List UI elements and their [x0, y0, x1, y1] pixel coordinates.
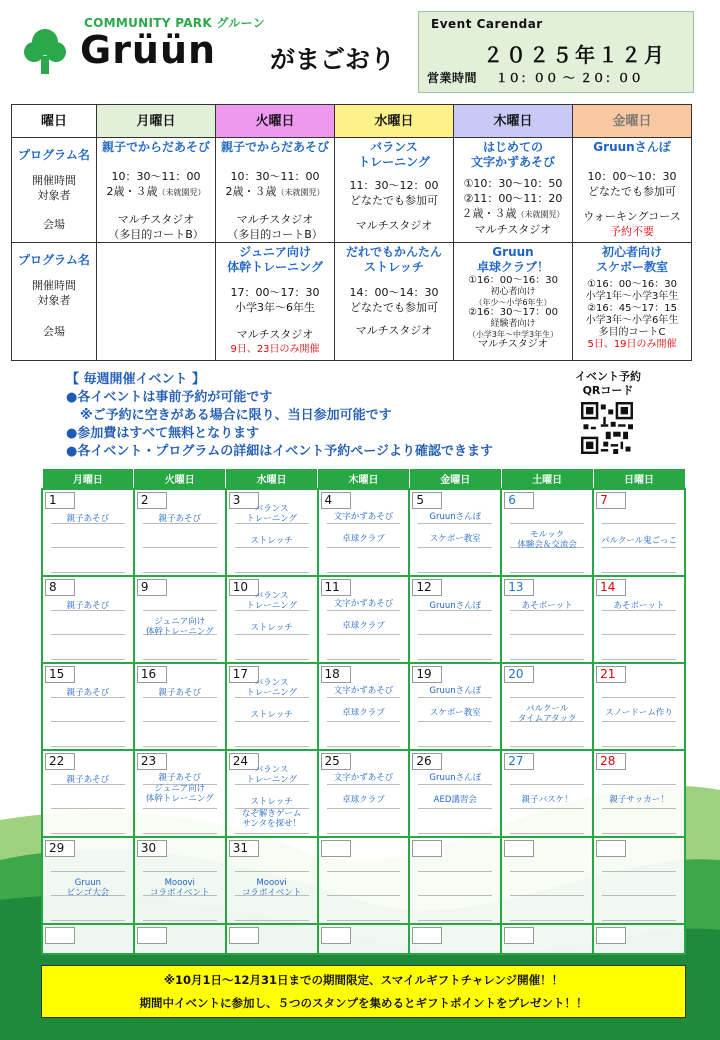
cell-line	[602, 746, 676, 747]
calendar-day-cell[interactable]	[409, 837, 501, 924]
cell-line	[51, 721, 125, 722]
cell-line	[327, 547, 401, 548]
day-number: 10	[229, 579, 259, 596]
calendar-day-cell[interactable]	[42, 750, 134, 837]
cell-line	[327, 610, 401, 611]
calendar-event[interactable]: 体幹トレーニング	[145, 793, 214, 804]
calendar-header-3: 木曜日	[318, 469, 410, 489]
cell-line	[327, 697, 401, 698]
cell-line	[235, 920, 309, 921]
prog-fri: Gruunさんぽ 10：00～10：30 どなたでも参加可 ウォーキングコース 予約不要	[573, 138, 692, 243]
calendar-header-6: 日曜日	[593, 469, 685, 489]
calendar-week	[42, 924, 685, 954]
calendar-day-cell[interactable]	[318, 750, 410, 837]
store-name: がまごおり	[270, 45, 396, 74]
prog-fri-2: 初心者向け スケボー教室 ①16：00～16：30 小学1年～小学3年生 ②16：45～17：15 小学3年～小学6年生 多目的コートC 5日、19日のみ開催	[573, 243, 692, 361]
day-number	[504, 927, 534, 944]
calendar-day-cell[interactable]	[134, 750, 226, 837]
calendar-event[interactable]: 文字かずあそび	[333, 511, 394, 522]
calendar-event[interactable]: 親子あそび	[158, 772, 202, 783]
day-number: 22	[45, 753, 75, 770]
calendar-day-cell[interactable]	[318, 576, 410, 663]
calendar-event[interactable]: 体幹トレーニング	[145, 626, 214, 637]
calendar-event[interactable]: バランス	[254, 590, 289, 601]
cell-line	[418, 659, 492, 660]
cell-line	[327, 523, 401, 524]
calendar-event[interactable]: トレーニング	[246, 513, 298, 524]
header	[0, 0, 720, 100]
day-number	[45, 927, 75, 944]
calendar-event[interactable]: サンタを探せ！	[242, 818, 301, 829]
cell-line	[602, 895, 676, 896]
calendar-day-cell[interactable]	[226, 576, 318, 663]
calendar-event[interactable]: 文字かずあそび	[333, 772, 394, 783]
calendar-event[interactable]: ストレッチ	[250, 535, 293, 546]
cell-line	[143, 808, 217, 809]
cell-line	[418, 833, 492, 834]
cell-line	[51, 659, 125, 660]
calendar-event[interactable]: 親子サッカー！	[609, 794, 669, 805]
calendar-event[interactable]: AED講習会	[433, 794, 477, 805]
cell-line	[327, 833, 401, 834]
day-number: 15	[45, 666, 75, 683]
day-number: 26	[412, 753, 442, 770]
prog-tue-2: ジュニア向け 体幹トレーニング 17：00～17：30 小学3年～6年生 マルチスタジオ 9日、23日のみ開催	[216, 243, 335, 361]
weekly-title: 【 毎週開催イベント 】	[66, 372, 206, 387]
day-number: 9	[137, 579, 167, 596]
calendar-event[interactable]: 親子あそび	[66, 513, 110, 524]
prog-mon: 親子でからだあそび 10：30～11：00 2歳・３歳（未就園児） マルチスタジオ （多目的コートB）	[97, 138, 216, 243]
calendar-day-cell[interactable]	[134, 924, 226, 954]
day-number	[596, 927, 626, 944]
calendar-week	[42, 837, 685, 924]
calendar-event[interactable]: あそボーット	[613, 600, 665, 611]
day-number: 13	[504, 579, 534, 596]
cell-line	[602, 808, 676, 809]
cell-line	[327, 895, 401, 896]
calendar-event[interactable]: 親子バスケ！	[521, 794, 573, 805]
cell-line	[235, 746, 309, 747]
prog-thu: はじめての 文字かずあそび ①10：30～10：50 ②11：00～11：20 ２歳・３歳（未就園児） マルチスタジオ	[454, 138, 573, 243]
calendar-week	[42, 576, 685, 663]
calendar-event[interactable]: タイムアタック	[517, 713, 577, 724]
calendar-event[interactable]: ストレッチ	[250, 622, 293, 633]
calendar-day-cell[interactable]	[593, 924, 685, 954]
calendar-event[interactable]: Gruun	[74, 877, 102, 888]
row-labels: プログラム名 開催時間 対象者 会場	[12, 138, 97, 243]
calendar-day-cell[interactable]	[501, 924, 593, 954]
calendar-event[interactable]: ストレッチ	[250, 796, 293, 807]
day-number: 19	[412, 666, 442, 683]
prog-mon-2	[97, 243, 216, 361]
row-labels-2: プログラム名 開催時間 対象者 会場	[12, 243, 97, 361]
reservation-qr-code-icon[interactable]	[581, 402, 633, 454]
calendar-day-cell[interactable]	[226, 489, 318, 576]
cell-line	[602, 659, 676, 660]
calendar-week	[42, 489, 685, 576]
calendar-event[interactable]: なぞ解きゲーム	[241, 808, 302, 819]
calendar-day-cell[interactable]	[42, 663, 134, 750]
header-mon: 月曜日	[97, 105, 216, 138]
cell-line	[327, 808, 401, 809]
cell-line	[51, 634, 125, 635]
cell-line	[602, 833, 676, 834]
calendar-event[interactable]: Gruunさんぽ	[429, 685, 482, 696]
day-number: 11	[321, 579, 351, 596]
calendar-event[interactable]: Mooovi	[164, 877, 195, 888]
calendar-day-cell[interactable]	[42, 924, 134, 954]
header-tue: 火曜日	[216, 105, 335, 138]
cell-line	[418, 808, 492, 809]
cell-line	[602, 572, 676, 573]
calendar-week	[42, 663, 685, 750]
calendar-event[interactable]: ビンゴ大会	[66, 887, 110, 898]
cell-line	[143, 659, 217, 660]
day-number	[137, 927, 167, 944]
calendar-day-cell[interactable]	[318, 924, 410, 954]
day-number: 6	[504, 492, 534, 509]
cell-line	[235, 721, 309, 722]
calendar-day-cell[interactable]	[42, 489, 134, 576]
cell-line	[235, 833, 309, 834]
calendar-header-1: 火曜日	[134, 469, 226, 489]
calendar-day-cell[interactable]	[501, 576, 593, 663]
calendar-event[interactable]: Gruunさんぽ	[429, 772, 482, 783]
calendar-day-cell[interactable]	[226, 924, 318, 954]
cell-line	[510, 572, 584, 573]
header-thu: 木曜日	[454, 105, 573, 138]
day-number: 3	[229, 492, 259, 509]
weekly-line: ●各イベントは事前予約が可能です	[66, 390, 273, 405]
calendar-event[interactable]: モルック	[530, 529, 565, 540]
day-number: 14	[596, 579, 626, 596]
day-number: 28	[596, 753, 626, 770]
calendar-event[interactable]: 親子あそび	[158, 687, 202, 698]
calendar-event[interactable]: 卓球クラブ	[342, 794, 385, 805]
calendar-day-cell[interactable]	[134, 489, 226, 576]
cell-line	[51, 833, 125, 834]
qr-caption-line2: QRコード	[582, 384, 634, 397]
cell-line	[143, 920, 217, 921]
cell-line	[235, 871, 309, 872]
day-number	[412, 927, 442, 944]
cell-line	[602, 697, 676, 698]
calendar-header-5: 土曜日	[501, 469, 593, 489]
cell-line	[327, 659, 401, 660]
calendar-event[interactable]: バランス	[254, 503, 289, 514]
calendar-event[interactable]: ジュニア向け	[154, 616, 206, 627]
prog-wed-2: だれでもかんたん ストレッチ 14：00～14：30 どなたでも参加可 マルチスタジオ	[335, 243, 454, 361]
gift-challenge-banner	[41, 965, 686, 1018]
calendar-event[interactable]: 文字かずあそび	[333, 685, 394, 696]
calendar-day-cell[interactable]	[501, 750, 593, 837]
calendar-event[interactable]: パルクール鬼ごっこ	[601, 535, 678, 546]
calendar-day-cell[interactable]	[593, 663, 685, 750]
cell-line	[602, 721, 676, 722]
cell-line	[418, 523, 492, 524]
cell-line	[235, 634, 309, 635]
day-number: 16	[137, 666, 167, 683]
calendar-header-row	[42, 469, 685, 489]
calendar-event[interactable]: スケボー教室	[429, 707, 481, 718]
day-number: 31	[229, 840, 259, 857]
calendar-day-cell[interactable]	[593, 750, 685, 837]
cell-line	[235, 572, 309, 573]
cell-line	[235, 547, 309, 548]
day-number: 29	[45, 840, 75, 857]
cell-line	[143, 721, 217, 722]
calendar-day-cell[interactable]	[318, 489, 410, 576]
cell-line	[510, 697, 584, 698]
calendar-day-cell[interactable]	[409, 489, 501, 576]
cell-line	[602, 547, 676, 548]
calendar-event[interactable]: スノードーム作り	[605, 707, 673, 718]
cell-line	[510, 746, 584, 747]
cell-line	[602, 784, 676, 785]
calendar-event[interactable]: 親子あそび	[66, 774, 110, 785]
calendar-event[interactable]: バランス	[254, 677, 289, 688]
calendar-event[interactable]: 卓球クラブ	[342, 533, 385, 544]
calendar-event[interactable]: 卓球クラブ	[342, 707, 385, 718]
cell-line	[51, 746, 125, 747]
calendar-week	[42, 750, 685, 837]
qr-caption	[560, 370, 656, 398]
weekly-line: ●各イベント・プログラムの詳細はイベント予約ページより確認できます	[66, 444, 493, 459]
cell-line	[510, 808, 584, 809]
cell-line	[327, 746, 401, 747]
cell-line	[327, 920, 401, 921]
program-table	[11, 104, 692, 361]
day-number: 24	[229, 753, 259, 770]
calendar-day-cell[interactable]	[134, 837, 226, 924]
day-number: 4	[321, 492, 351, 509]
day-number: 7	[596, 492, 626, 509]
day-number: 20	[504, 666, 534, 683]
brand-tagline: COMMUNITY PARK グルーン	[84, 16, 266, 30]
cell-line	[510, 659, 584, 660]
cell-line	[327, 572, 401, 573]
day-number: 2	[137, 492, 167, 509]
cell-line	[51, 920, 125, 921]
cell-line	[510, 920, 584, 921]
calendar-day-cell[interactable]	[134, 576, 226, 663]
calendar-day-cell[interactable]	[593, 837, 685, 924]
calendar-day-cell[interactable]	[318, 837, 410, 924]
calendar-day-cell[interactable]	[226, 663, 318, 750]
calendar-day-cell[interactable]	[593, 576, 685, 663]
day-number	[504, 840, 534, 857]
banner-line2: 期間中イベントに参加し、５つのスタンプを集めるとギフトポイントをプレゼント！！	[139, 996, 588, 1010]
banner-line1: ※10月1日～12月31日までの期間限定、スマイルギフトチャレンジ開催！！	[163, 973, 564, 987]
calendar-event[interactable]: ジュニア向け	[154, 783, 206, 794]
day-number: 25	[321, 753, 351, 770]
calendar-day-cell[interactable]	[593, 489, 685, 576]
cell-line	[602, 920, 676, 921]
cell-line	[510, 634, 584, 635]
calendar-day-cell[interactable]	[501, 489, 593, 576]
program-row-2	[12, 243, 692, 361]
cell-line	[418, 871, 492, 872]
weekly-line: ●参加費はすべて無料となります	[66, 426, 260, 441]
calendar-day-cell[interactable]	[409, 750, 501, 837]
cell-line	[235, 659, 309, 660]
calendar-day-cell[interactable]	[42, 837, 134, 924]
cell-line	[510, 784, 584, 785]
calendar-event[interactable]: トレーニング	[246, 774, 298, 785]
cell-line	[143, 547, 217, 548]
cell-line	[327, 871, 401, 872]
calendar-day-cell[interactable]	[134, 663, 226, 750]
cell-line	[51, 572, 125, 573]
event-calendar	[41, 468, 686, 955]
event-calendar-label: Event Carendar	[431, 17, 543, 31]
calendar-day-cell[interactable]	[226, 837, 318, 924]
calendar-day-cell[interactable]	[409, 924, 501, 954]
calendar-event[interactable]: ストレッチ	[250, 709, 293, 720]
qr-caption-line1: イベント予約	[575, 370, 641, 383]
cell-line	[327, 784, 401, 785]
calendar-day-cell[interactable]	[501, 663, 593, 750]
program-header-row	[12, 105, 692, 138]
calendar-day-cell[interactable]	[42, 576, 134, 663]
cell-line	[418, 634, 492, 635]
calendar-event[interactable]: コラボイベント	[241, 887, 302, 898]
cell-line	[327, 634, 401, 635]
cell-line	[418, 784, 492, 785]
calendar-event[interactable]: Gruunさんぽ	[429, 511, 482, 522]
cell-line	[418, 697, 492, 698]
calendar-event[interactable]: Mooovi	[256, 877, 287, 888]
cell-line	[510, 523, 584, 524]
calendar-event[interactable]: パルクール	[526, 703, 569, 714]
calendar-event[interactable]: 親子あそび	[66, 687, 110, 698]
calendar-header-4: 金曜日	[409, 469, 501, 489]
calendar-event[interactable]: トレーニング	[246, 600, 298, 611]
calendar-header-2: 水曜日	[226, 469, 318, 489]
cell-line	[602, 523, 676, 524]
cell-line	[418, 920, 492, 921]
cell-line	[143, 610, 217, 611]
cell-line	[602, 871, 676, 872]
header-weekday: 曜日	[12, 105, 97, 138]
cell-line	[143, 572, 217, 573]
calendar-day-cell[interactable]	[318, 663, 410, 750]
cell-line	[143, 871, 217, 872]
cell-line	[510, 895, 584, 896]
calendar-event[interactable]: あそボーット	[521, 600, 573, 611]
calendar-header-0: 月曜日	[42, 469, 134, 489]
day-number: 8	[45, 579, 75, 596]
header-wed: 水曜日	[335, 105, 454, 138]
calendar-event[interactable]: Gruunさんぽ	[429, 600, 482, 611]
program-row-1	[12, 138, 692, 243]
calendar-event[interactable]: 卓球クラブ	[342, 620, 385, 631]
day-number: 1	[45, 492, 75, 509]
business-hours: 営業時間 １０：００ ～ ２０：００	[427, 71, 643, 85]
day-number: 30	[137, 840, 167, 857]
calendar-event[interactable]: バランス	[254, 764, 289, 775]
cell-line	[418, 895, 492, 896]
cell-line	[602, 634, 676, 635]
cell-line	[418, 572, 492, 573]
event-calendar-box	[418, 11, 694, 93]
cell-line	[51, 547, 125, 548]
brand-name: Grüün	[80, 28, 217, 72]
cell-line	[143, 746, 217, 747]
day-number: 18	[321, 666, 351, 683]
calendar-event[interactable]: 親子あそび	[158, 513, 202, 524]
calendar-day-cell[interactable]	[226, 750, 318, 837]
prog-wed: バランス トレーニング 11：30～12：00 どなたでも参加可 マルチスタジオ	[335, 138, 454, 243]
day-number	[321, 840, 351, 857]
calendar-event[interactable]: 文字かずあそび	[333, 598, 394, 609]
header-fri: 金曜日	[573, 105, 692, 138]
event-month: ２０２５年１２月	[483, 43, 667, 67]
calendar-day-cell[interactable]	[501, 837, 593, 924]
day-number: 27	[504, 753, 534, 770]
cell-line	[51, 808, 125, 809]
calendar-event[interactable]: 体験会＆交流会	[517, 539, 577, 550]
cell-line	[143, 833, 217, 834]
day-number: 12	[412, 579, 442, 596]
day-number	[412, 840, 442, 857]
calendar-event[interactable]: スケボー教室	[429, 533, 481, 544]
prog-thu-2: Gruun 卓球クラブ！ ①16：00～16：30 初心者向け （年少～小学6年生） ②16：30～17：00 経験者向け （小学3年～中学3年生） マルチスタジオ	[454, 243, 573, 361]
day-number: 23	[137, 753, 167, 770]
day-number: 5	[412, 492, 442, 509]
tree-logo-icon	[22, 26, 68, 76]
cell-line	[418, 721, 492, 722]
day-number: 21	[596, 666, 626, 683]
calendar-event[interactable]: トレーニング	[246, 687, 298, 698]
cell-line	[327, 721, 401, 722]
calendar-day-cell[interactable]	[409, 576, 501, 663]
cell-line	[510, 871, 584, 872]
calendar-event[interactable]: 親子あそび	[66, 600, 110, 611]
weekly-events-notice	[66, 371, 493, 461]
calendar-day-cell[interactable]	[409, 663, 501, 750]
cell-line	[51, 871, 125, 872]
cell-line	[510, 833, 584, 834]
cell-line	[418, 746, 492, 747]
day-number	[596, 840, 626, 857]
prog-tue: 親子でからだあそび 10：30～11：00 2歳・３歳（未就園児） マルチスタジオ （多目的コートB）	[216, 138, 335, 243]
cell-line	[418, 547, 492, 548]
day-number	[229, 927, 259, 944]
weekly-line: ※ご予約に空きがある場合に限り、当日参加可能です	[80, 408, 392, 423]
calendar-event[interactable]: コラボイベント	[150, 887, 210, 898]
day-number	[321, 927, 351, 944]
day-number: 17	[229, 666, 259, 683]
